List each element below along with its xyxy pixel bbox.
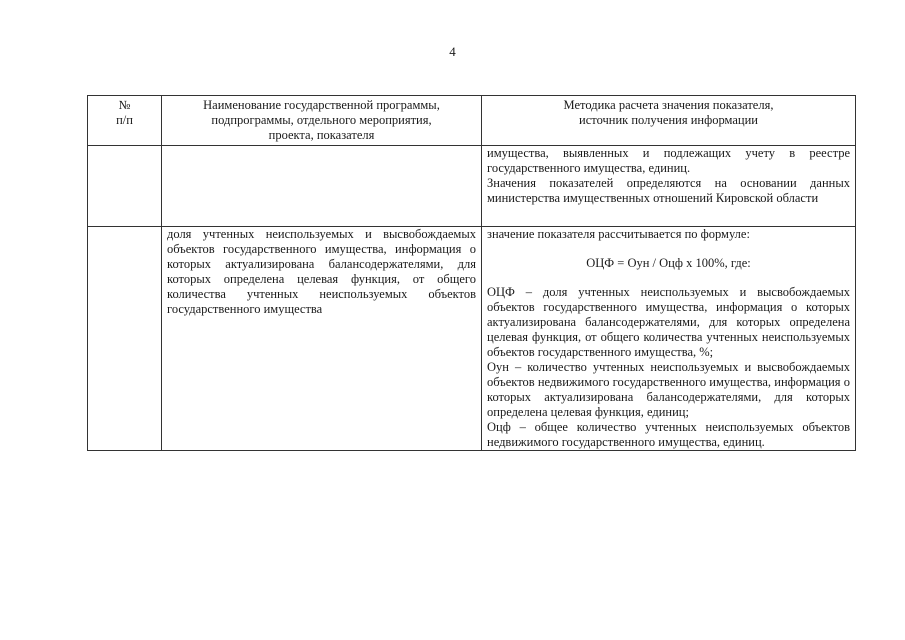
header-num-line-2: п/п: [116, 113, 133, 127]
method-definition: Оцф – общее количество учтенных неиспользуемых объектов недвижимого государственного имущества, единиц.: [487, 420, 850, 449]
table-row: [88, 227, 856, 451]
header-method: [482, 96, 856, 146]
cell-name: доля учтенных неиспользуемых и высвобождаемых объектов государственного имущества, информация о которых актуализирована балансодержателями, для которых определена целевая функция, от общего количества учтенных неиспользуемых объектов государственного имущества: [162, 227, 482, 451]
method-intro: значение показателя рассчитывается по формуле:: [487, 227, 750, 241]
header-name-line-1: Наименование государственной программы,: [203, 98, 440, 112]
header-method-line-2: источник получения информации: [579, 113, 758, 127]
indicator-table: [87, 95, 856, 451]
method-paragraph: Значения показателей определяются на основании данных министерства имущественных отношений Кировской области: [487, 176, 850, 205]
method-definition: ОЦФ – доля учтенных неиспользуемых и высвобождаемых объектов государственного имущества, информация о которых актуализирована балансодержателями, для которых определена целевая функция, от общего количества учтенных неиспользуемых объектов государственного имущества, %;: [487, 285, 850, 359]
header-method-line-1: Методика расчета значения показателя,: [563, 98, 774, 112]
table-row: [88, 146, 856, 227]
header-num-line-1: №: [118, 98, 131, 112]
cell-num: [88, 146, 162, 227]
table-header-row: [88, 96, 856, 146]
method-formula: ОЦФ = Оун / Оцф х 100%, где:: [586, 256, 751, 270]
cell-method: [482, 146, 856, 227]
method-paragraph: имущества, выявленных и подлежащих учету в реестре государственного имущества, единиц.: [487, 146, 850, 175]
header-name-line-2: подпрограммы, отдельного мероприятия,: [211, 113, 432, 127]
header-num: [88, 96, 162, 146]
header-name-line-3: проекта, показателя: [268, 128, 375, 142]
cell-num: [88, 227, 162, 451]
header-name: [162, 96, 482, 146]
cell-method: [482, 227, 856, 451]
method-definition: Оун – количество учтенных неиспользуемых и высвобождаемых объектов недвижимого государственного имущества, информация о которых актуализирована балансодержателями, для которых определена целевая функция, единиц;: [487, 360, 850, 419]
page-number: 4: [449, 44, 456, 59]
cell-name: [162, 146, 482, 227]
